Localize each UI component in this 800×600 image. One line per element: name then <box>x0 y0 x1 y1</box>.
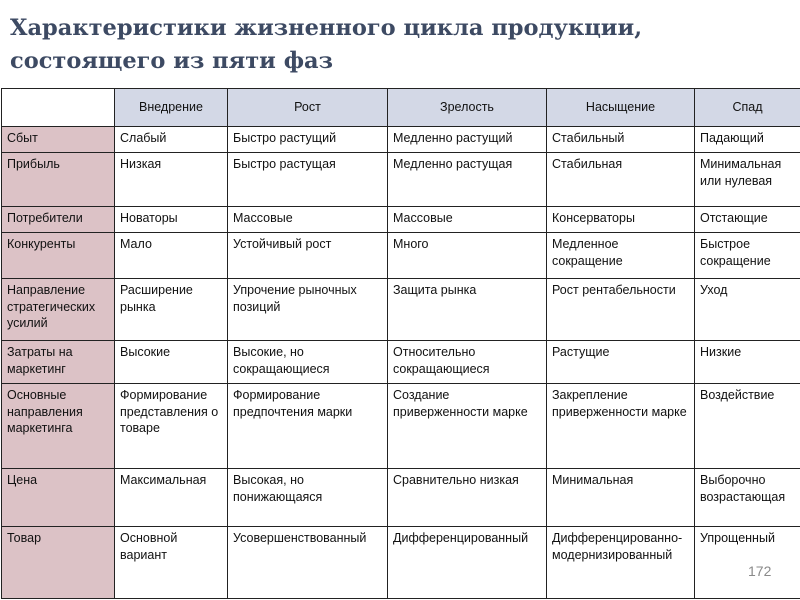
table-cell: Высокие, но сокращающиеся <box>228 341 388 384</box>
table-cell: Много <box>388 233 547 279</box>
table-cell: Высокие <box>115 341 228 384</box>
table-cell: Минимальная <box>547 469 695 527</box>
table-cell: Мало <box>115 233 228 279</box>
row-label-competitors: Конкуренты <box>2 233 115 279</box>
table-row <box>2 384 800 469</box>
table-cell: Слабый <box>115 127 228 153</box>
table-cell: Минимальная или нулевая <box>695 153 800 207</box>
table-row <box>2 527 800 599</box>
table-cell: Новаторы <box>115 207 228 233</box>
table-cell: Закрепление приверженности марке <box>547 384 695 469</box>
row-label-consumers: Потребители <box>2 207 115 233</box>
table-cell: Уход <box>695 279 800 341</box>
row-label-product: Товар <box>2 527 115 599</box>
table-cell: Быстро растущий <box>228 127 388 153</box>
row-label-profit: Прибыль <box>2 153 115 207</box>
table-cell: Максимальная <box>115 469 228 527</box>
lifecycle-table <box>1 88 800 599</box>
table-cell: Расширение рынка <box>115 279 228 341</box>
table-cell: Выборочно возрастающая <box>695 469 800 527</box>
table-row <box>2 127 800 153</box>
table-cell: Высокая, но понижающаяся <box>228 469 388 527</box>
table-row <box>2 233 800 279</box>
page-number: 172 <box>748 563 772 579</box>
table-header-row <box>2 89 800 127</box>
table-cell: Низкая <box>115 153 228 207</box>
table-cell: Сравнительно низкая <box>388 469 547 527</box>
column-header-saturation: Насыщение <box>547 89 695 127</box>
row-label-marketing-directions: Основные направления маркетинга <box>2 384 115 469</box>
table-cell: Стабильный <box>547 127 695 153</box>
table-cell: Отстающие <box>695 207 800 233</box>
table-cell: Быстрое сокращение <box>695 233 800 279</box>
table-cell: Упрощенный <box>695 527 800 599</box>
table-cell: Устойчивый рост <box>228 233 388 279</box>
table-row <box>2 207 800 233</box>
table-row <box>2 469 800 527</box>
table-row <box>2 279 800 341</box>
column-header-growth: Рост <box>228 89 388 127</box>
table-cell: Дифференцированный <box>388 527 547 599</box>
table-cell: Быстро растущая <box>228 153 388 207</box>
table-cell: Медленно растущая <box>388 153 547 207</box>
table-row <box>2 153 800 207</box>
table-cell: Низкие <box>695 341 800 384</box>
row-label-sales: Сбыт <box>2 127 115 153</box>
column-header-maturity: Зрелость <box>388 89 547 127</box>
table-cell: Основной вариант <box>115 527 228 599</box>
header-corner-cell <box>2 89 115 127</box>
row-label-marketing-costs: Затраты на маркетинг <box>2 341 115 384</box>
table-cell: Растущие <box>547 341 695 384</box>
table-cell: Стабильная <box>547 153 695 207</box>
table-cell: Создание приверженности марке <box>388 384 547 469</box>
table-cell: Защита рынка <box>388 279 547 341</box>
table-cell: Формирование предпочтения марки <box>228 384 388 469</box>
table-cell: Упрочение рыночных позиций <box>228 279 388 341</box>
table-cell: Дифференцированно-модернизированный <box>547 527 695 599</box>
slide-title: Характеристики жизненного цикла продукции, состоящего из пяти фаз <box>10 15 643 74</box>
table-cell: Воздействие <box>695 384 800 469</box>
table-cell: Усовершенствованный <box>228 527 388 599</box>
table-cell: Консерваторы <box>547 207 695 233</box>
table-cell: Медленное сокращение <box>547 233 695 279</box>
table-cell: Рост рентабельности <box>547 279 695 341</box>
table-cell: Падающий <box>695 127 800 153</box>
table-row <box>2 341 800 384</box>
column-header-decline: Спад <box>695 89 800 127</box>
table-cell: Массовые <box>228 207 388 233</box>
table-cell: Относительно сокращающиеся <box>388 341 547 384</box>
row-label-price: Цена <box>2 469 115 527</box>
row-label-strategy: Направление стратегических усилий <box>2 279 115 341</box>
table-cell: Формирование представления о товаре <box>115 384 228 469</box>
column-header-introduction: Внедрение <box>115 89 228 127</box>
table-cell: Массовые <box>388 207 547 233</box>
table-cell: Медленно растущий <box>388 127 547 153</box>
